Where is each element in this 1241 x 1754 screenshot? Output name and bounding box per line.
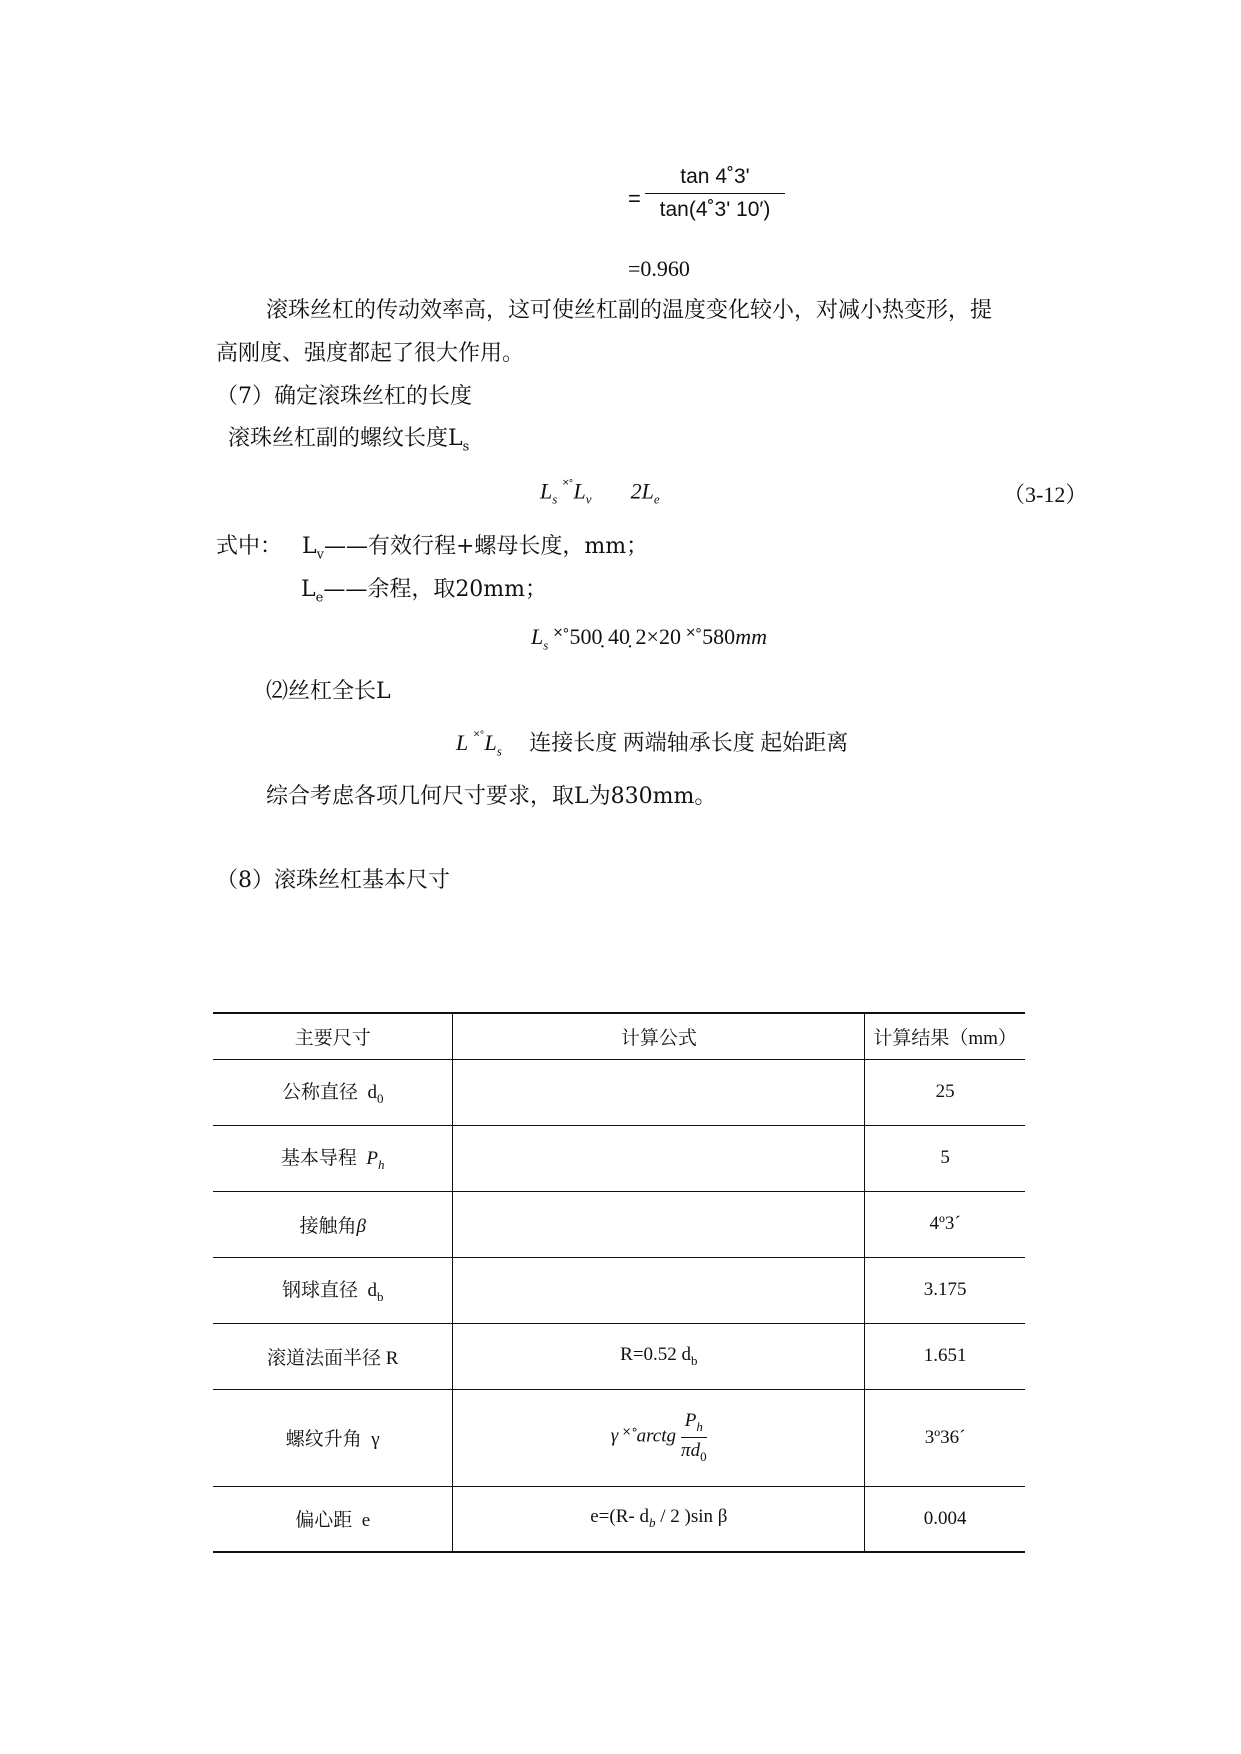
row-result: 5 [865,1125,1025,1191]
total-length-heading: ⑵丝杠全长L [266,679,391,704]
row-result: 4º3ˊ [865,1191,1025,1257]
row-formula: R=0.52 $d_b$ [453,1323,865,1389]
row-result: 1.651 [865,1323,1025,1389]
row-result: 0.004 [865,1486,1025,1552]
table-row [213,1257,1025,1323]
thread-length-intro: 滚珠丝杠副的螺纹长度$L_s$ [228,426,470,455]
table-row [213,1486,1025,1552]
row-result: 3.175 [865,1257,1025,1323]
row-formula [453,1059,865,1125]
row-formula: e=(R- $d_b / 2$ )sin β [453,1486,865,1552]
header-formula: 计算公式 [453,1013,865,1059]
row-name: 基本导程 $P_h$ [213,1125,453,1191]
table-row [213,1125,1025,1191]
efficiency-paragraph-line1: 滚珠丝杠的传动效率高，这可使丝杠副的温度变化较小，对减小热变形，提 [266,298,993,323]
formula-number: （3-12） [1003,482,1088,507]
row-name: 螺纹升角 γ [213,1389,453,1486]
table-row [213,1389,1025,1486]
row-name: 接触角β [213,1191,453,1257]
row-name: 公称直径 $d_0$ [213,1059,453,1125]
efficiency-paragraph-line2: 高刚度、强度都起了很大作用。 [216,341,525,366]
equals-sign: = [628,186,641,211]
table-row [213,1323,1025,1389]
header-main-dimension: 主要尺寸 [213,1013,453,1059]
formula-ls: $L_s$ $^{˟˚}L_v$ $2L_e$ [540,478,660,507]
row-name: 偏心距 e [213,1486,453,1552]
row-name: 钢球直径 $d_b$ [213,1257,453,1323]
row-formula [453,1125,865,1191]
section7-heading: （7）确定滚珠丝杠的长度 [216,384,472,409]
ball-screw-dimensions-table [213,1012,1025,1553]
header-result: 计算结果（mm） [865,1013,1025,1059]
total-length-formula: L $^{˟˚}L_s$ 连接长度 两端轴承长度 起始距离 [456,729,849,759]
fraction-denominator: tan(4˚3' 10′) [659,198,771,221]
row-formula [453,1191,865,1257]
lead-angle-fraction: $\frac{P_h}{\pi d_0}$ [681,1410,707,1464]
where-lv-line: 式中： $L_v——$有效行程+螺母长度，mm； [216,534,649,563]
row-formula [453,1257,865,1323]
fraction-numerator: tan 4˚3' [645,165,785,194]
table-row [213,1059,1025,1125]
where-le-line: $L_e——$余程，取20mm； [301,577,548,606]
row-result: 25 [865,1059,1025,1125]
ls-calculation: $L_s$ ˟˚500̣ 40̣ 2×20 ˟˚580mm [531,624,767,653]
total-length-conclusion: 综合考虑各项几何尺寸要求，取L为830mm。 [266,784,717,809]
efficiency-result: =0.960 [628,256,690,281]
row-formula: γ ˟˚arctg $\frac{P_h}{\pi d_0}$ [453,1389,865,1486]
efficiency-fraction [645,165,785,222]
row-name: 滚道法面半径 R [213,1323,453,1389]
row-result: 3º36ˊ [865,1389,1025,1486]
table-header-row [213,1013,1025,1059]
table-row [213,1191,1025,1257]
section8-heading: （8）滚珠丝杠基本尺寸 [216,868,450,893]
